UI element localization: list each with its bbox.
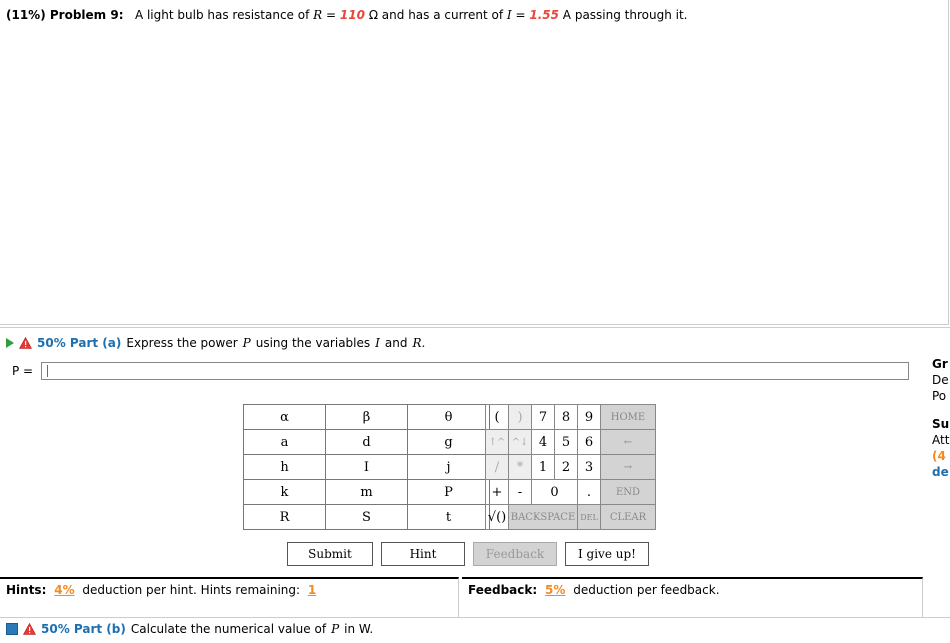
key-superscript[interactable]: ↑^ bbox=[486, 430, 509, 455]
key-plus[interactable]: + bbox=[486, 480, 509, 505]
hint-button[interactable]: Hint bbox=[381, 542, 465, 566]
hints-text bbox=[6, 583, 320, 597]
resistance-value: 110 bbox=[339, 8, 365, 22]
key-1[interactable]: 1 bbox=[532, 455, 555, 480]
key-left-arrow[interactable]: ← bbox=[601, 430, 656, 455]
key-d[interactable]: d bbox=[326, 430, 408, 455]
warning-icon bbox=[23, 623, 36, 635]
problem-label: (11%) Problem 9: bbox=[6, 8, 124, 22]
part-b-section[interactable] bbox=[0, 617, 950, 643]
key-t[interactable]: t bbox=[408, 505, 490, 530]
key-6[interactable]: 6 bbox=[578, 430, 601, 455]
key-m[interactable]: m bbox=[326, 480, 408, 505]
equals-sign: = bbox=[326, 8, 337, 22]
feedback-description: deduction per feedback. bbox=[573, 583, 720, 597]
feedback-bar bbox=[462, 577, 923, 617]
part-b-header[interactable] bbox=[6, 622, 373, 636]
part-b-percent: 50% Part (b) bbox=[41, 622, 126, 636]
side-panel-line: (4 bbox=[932, 449, 946, 463]
key-close-paren[interactable]: ) bbox=[509, 405, 532, 430]
equals-sign: = bbox=[515, 8, 526, 22]
key-3[interactable]: 3 bbox=[578, 455, 601, 480]
hints-bar bbox=[0, 577, 459, 617]
key-4[interactable]: 4 bbox=[532, 430, 555, 455]
key-open-paren[interactable]: ( bbox=[486, 405, 509, 430]
variable-P: P bbox=[242, 336, 251, 350]
current-value: 1.55 bbox=[529, 8, 559, 22]
key-8[interactable]: 8 bbox=[555, 405, 578, 430]
hints-remaining: 1 bbox=[307, 583, 317, 597]
part-a-header[interactable] bbox=[6, 336, 425, 350]
key-clear[interactable]: CLEAR bbox=[601, 505, 656, 530]
key-home[interactable]: HOME bbox=[601, 405, 656, 430]
key-right-arrow[interactable]: → bbox=[601, 455, 656, 480]
key-S[interactable]: S bbox=[326, 505, 408, 530]
key-theta[interactable]: θ bbox=[408, 405, 490, 430]
answer-label: P = bbox=[12, 364, 34, 378]
problem-text: A light bulb has resistance of bbox=[134, 8, 310, 22]
expand-icon[interactable] bbox=[6, 623, 18, 635]
key-a[interactable]: a bbox=[244, 430, 326, 455]
resistance-unit-text: Ω and has a current of bbox=[368, 8, 504, 22]
side-panel-title: Gr bbox=[932, 357, 948, 371]
hints-label: Hints: bbox=[6, 583, 47, 597]
variable-I: I bbox=[375, 336, 380, 350]
key-R[interactable]: R bbox=[244, 505, 326, 530]
key-sqrt[interactable]: √() bbox=[486, 505, 509, 530]
give-up-button[interactable]: I give up! bbox=[565, 542, 649, 566]
key-I[interactable]: I bbox=[326, 455, 408, 480]
key-9[interactable]: 9 bbox=[578, 405, 601, 430]
current-unit-text: A passing through it. bbox=[562, 8, 688, 22]
key-j[interactable]: j bbox=[408, 455, 490, 480]
warning-icon bbox=[19, 337, 32, 349]
problem-statement bbox=[6, 8, 687, 22]
key-end[interactable]: END bbox=[601, 480, 656, 505]
key-g[interactable]: g bbox=[408, 430, 490, 455]
side-panel-line: De bbox=[932, 373, 949, 387]
side-panel-heading: Su bbox=[932, 417, 950, 431]
side-panel-line: de bbox=[932, 465, 949, 479]
variable-R: R bbox=[313, 8, 323, 22]
key-beta[interactable]: β bbox=[326, 405, 408, 430]
key-k[interactable]: k bbox=[244, 480, 326, 505]
feedback-deduction: 5% bbox=[545, 583, 566, 597]
key-7[interactable]: 7 bbox=[532, 405, 555, 430]
key-del[interactable]: DEL bbox=[578, 505, 601, 530]
key-minus[interactable]: - bbox=[509, 480, 532, 505]
side-panel bbox=[932, 356, 949, 480]
key-multiply[interactable]: * bbox=[509, 455, 532, 480]
key-0[interactable]: 0 bbox=[532, 480, 578, 505]
key-decimal[interactable]: . bbox=[578, 480, 601, 505]
hints-description: deduction per hint. Hints remaining: bbox=[82, 583, 301, 597]
part-a-text-mid: using the variables bbox=[255, 336, 371, 350]
key-P[interactable]: P bbox=[408, 480, 490, 505]
part-b-text-suffix: in W. bbox=[344, 622, 374, 636]
key-5[interactable]: 5 bbox=[555, 430, 578, 455]
play-icon[interactable] bbox=[6, 338, 14, 348]
part-a-and: and bbox=[384, 336, 408, 350]
feedback-label: Feedback: bbox=[468, 583, 538, 597]
text-caret bbox=[47, 365, 48, 377]
part-b-text: Calculate the numerical value of bbox=[130, 622, 327, 636]
key-backspace[interactable]: BACKSPACE bbox=[509, 505, 578, 530]
variable-keypad bbox=[243, 404, 490, 530]
key-subscript[interactable]: ^↓ bbox=[509, 430, 532, 455]
key-h[interactable]: h bbox=[244, 455, 326, 480]
submit-button[interactable]: Submit bbox=[287, 542, 373, 566]
side-panel-line: Att bbox=[932, 433, 950, 447]
variable-P: P bbox=[331, 622, 340, 636]
key-2[interactable]: 2 bbox=[555, 455, 578, 480]
variable-R: R. bbox=[412, 336, 426, 350]
variable-I: I bbox=[506, 8, 512, 22]
part-a-percent: 50% Part (a) bbox=[37, 336, 122, 350]
hint-deduction: 4% bbox=[54, 583, 75, 597]
answer-input[interactable] bbox=[41, 362, 909, 380]
key-alpha[interactable]: α bbox=[244, 405, 326, 430]
side-panel-line: Po bbox=[932, 389, 947, 403]
feedback-button[interactable]: Feedback bbox=[473, 542, 557, 566]
part-a-text: Express the power bbox=[126, 336, 238, 350]
feedback-text bbox=[468, 583, 720, 597]
answer-row bbox=[12, 362, 909, 380]
action-buttons bbox=[287, 542, 649, 566]
key-divide[interactable]: / bbox=[486, 455, 509, 480]
number-keypad bbox=[485, 404, 656, 530]
